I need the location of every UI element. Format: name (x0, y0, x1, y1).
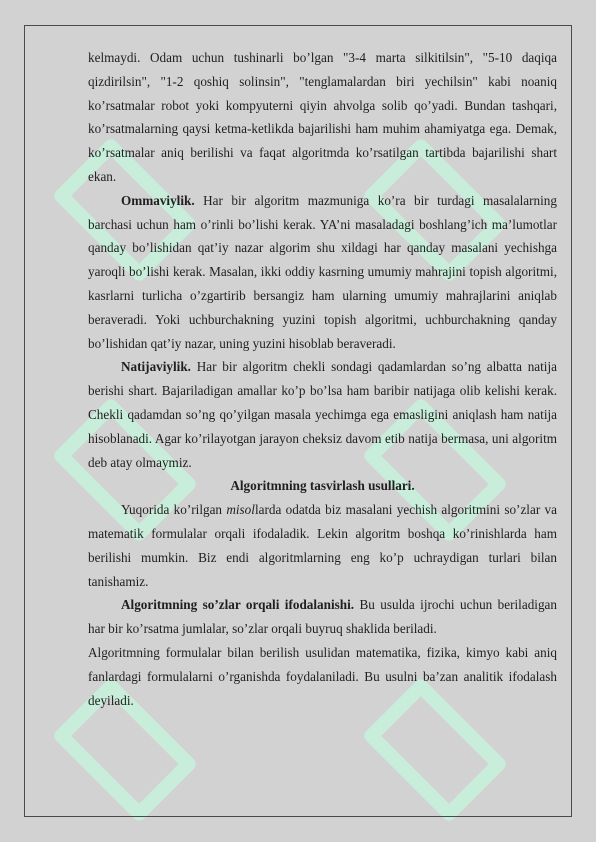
term-words: Algoritmning so’zlar orqali ifodalanishi. (121, 597, 355, 613)
section-heading: Algoritmning tasvirlash usullari. (230, 478, 415, 494)
paragraph-representation (88, 498, 557, 593)
italic-word: misol (226, 502, 255, 518)
paragraph-formulas: Algoritmning formulalar bilan berilish usulidan matematika, fizika, kimyo kabi aniq fanlardagi formulalarni o’rganishda foydalaniladi. Bu usulni ba’zan analitik ifodalash deyiladi. (88, 644, 557, 708)
paragraph-text: Yuqorida ko’rilgan (121, 502, 227, 518)
paragraph-text: Har bir algoritm mazmuniga ko’ra bir turdagi masalalarning barchasi uchun ham o’rinli bo’lishi kerak. YA’ni masaladagi boshlang’ich ma’lumotlar qanday bo’lishidan qat’iy nazar algorim shu xildagi har qanday masalani yechishga yaroqli bo’lishi kerak. Masalan, ikki oddiy kasrning umumiy mahrajini topish algoritmi, kasrlarni turlicha o’zgartirib bersangiz ham ularning umumiy mahrajlarini aniqlab beraveradi. Yoki uchburchakning yuzini topish algoritmi, uchburchakning qanday bo’lishidan qat’iy nazar, uning yuzini hisoblab beraveradi. (88, 192, 557, 351)
paragraph-natijaviylik (88, 355, 557, 474)
paragraph-text: larda odatda biz masalani yechish algoritmini so’zlar va matematik formulalar orqali ifodaladik. Lekin algoritm boshqa ko’rinishlarda ham berilishi mumkin. Biz endi algoritmlarning eng ko’p uchraydigan turlari bilan tanishamiz. (88, 502, 557, 589)
paragraph-text: Bu usulda ijrochi uchun beriladigan har bir ko’rsatma jumlalar, so’zlar orqali buyruq shaklida beriladi. (88, 597, 558, 637)
paragraph-text: Har bir algoritm chekli sondagi qadamlardan so’ng albatta natija berishi shart. Bajariladigan amallar ko’p bo’lsa ham baribir natijaga olib kelishi kerak. Chekli qadamdan so’ng qo’yilgan masala yechimga ega emasligini aniqlash ham natija hisoblanadi. Agar ko’rilayotgan jarayon cheksiz davom etib natija bermasa, uni algoritm deb atay olmaymiz. (88, 359, 557, 470)
term-natijaviylik: Natijaviylik. (121, 359, 191, 375)
paragraph-continuation: kelmaydi. Odam uchun tushinarli bo’lgan "3-4 marta silkitilsin", "5-10 daqiqa qizdirilsin", "1-2 qoshiq solinsin", "tenglamalardan biri yechilsin" kabi noaniq ko’rsatmalar robot yoki kompyuterni qiyin ahvolga solib qo’yadi. Bundan tashqari, ko’rsatmalarning qaysi ketma-ketlikda bajarilishi ham muhim ahamiyatga ega. Demak, ko’rsatmalar aniq berilishi va faqat algoritmda ko’rsatilgan tartibda bajarilishi shart ekan. (88, 50, 557, 184)
document-body (88, 46, 557, 712)
term-ommaviylik: Ommaviylik. (121, 192, 195, 208)
paragraph-words (88, 593, 557, 641)
paragraph-ommaviylik (88, 189, 557, 356)
